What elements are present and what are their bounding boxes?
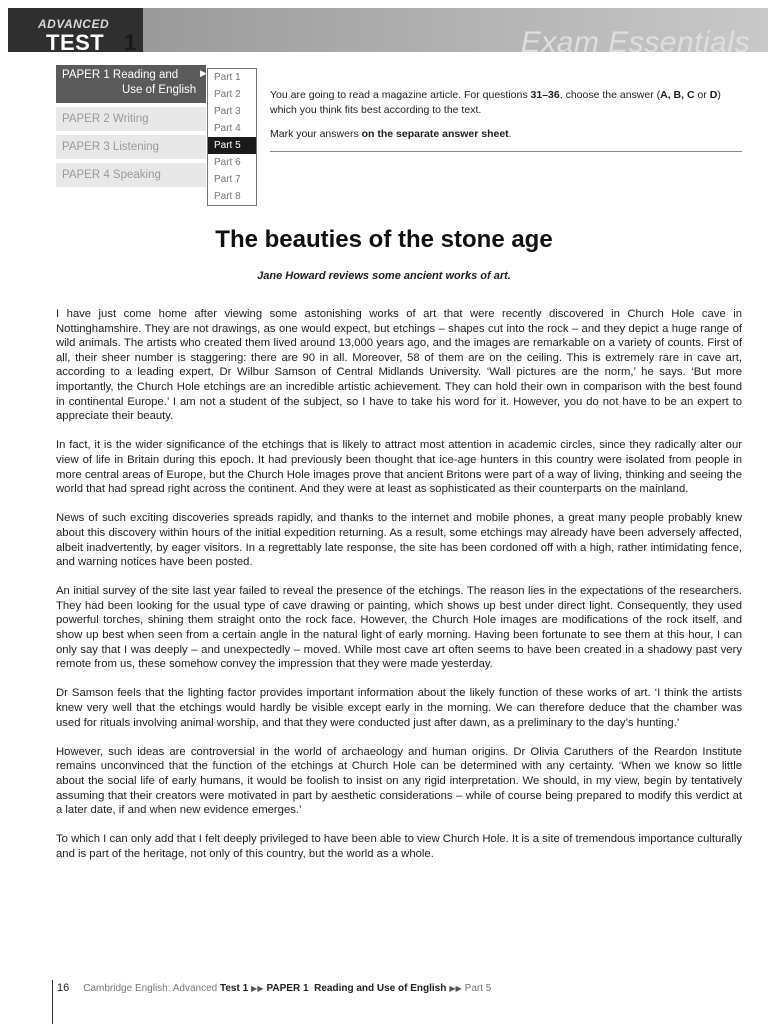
paper-item-writing[interactable] xyxy=(56,107,206,131)
instruction-text: or xyxy=(694,89,710,101)
task-instructions xyxy=(270,88,745,151)
instruction-line-2 xyxy=(270,127,745,142)
header-band xyxy=(8,8,768,59)
paper-item-label: PAPER 1 Reading and xyxy=(62,69,179,81)
triangle-right-icon: ▶ xyxy=(200,68,207,78)
test-label: TEST xyxy=(46,30,105,55)
double-triangle-right-icon: ▶▶ xyxy=(449,984,462,993)
paper-item-label: PAPER 3 Listening xyxy=(62,141,159,153)
double-triangle-right-icon: ▶▶ xyxy=(251,984,264,993)
footer-paper-name: Reading and Use of English xyxy=(314,983,447,994)
brand-watermark: Exam Essentials xyxy=(520,26,750,59)
instruction-text: Mark your answers xyxy=(270,128,362,140)
article-body xyxy=(56,307,742,876)
parts-list xyxy=(207,68,257,206)
instruction-line-1 xyxy=(270,88,745,118)
article-paragraph: I have just come home after viewing some astonishing works of art that were recently discovered in Church Hole cave in Nottinghamshire. They are not drawings, as one would expect, but etchings – shapes cut into the rock – and they depict a huge range of wild animals. The artists who created them lived around 13,000 years ago, and the images are remarkable on a variety of counts. First of all, their sheer number is staggering: there are 90 in all. Moreover, 58 of them are on the ceiling. This is extremely rare in cave art, according to a leading expert, Dr Wilbur Samson of Central Midlands University. ‘Wall pictures are the norm,’ he says. ‘But more importantly, the Church Hole etchings are an incredible artistic achievement. They can hold their own in comparison with the best found in continental Europe.’ I am not a student of the subject, so I have to take his word for it. However, you do not have to be an expert to appreciate their beauty. xyxy=(56,308,742,423)
question-range: 31–36 xyxy=(530,89,560,101)
page-number: 16 xyxy=(57,982,70,994)
article-paragraph: However, such ideas are controversial in the world of archaeology and human origins. Dr Olivia Caruthers of the Reardon Institute remains unconvinced that the function of the etchings at Church Hole can be determined with any certainty. ‘When we know so little about the social life of early humans, it would be foolish to insist on any rigid interpretation. We should, in my view, begin by tentatively assuming that their creators were motivated in part by aesthetic considerations – while of course being prepared to modify this verdict at a later date, if and when new evidence emerges.’ xyxy=(56,745,742,817)
paper-item-label: PAPER 4 Speaking xyxy=(62,169,161,181)
test-number: 1 xyxy=(124,30,137,55)
instruction-text: , choose the answer ( xyxy=(559,89,661,101)
part-item-2[interactable]: Part 2 xyxy=(214,89,241,100)
part-item-7[interactable]: Part 7 xyxy=(214,174,241,185)
article-title: The beauties of the stone age xyxy=(215,226,553,253)
footer-part: Part 5 xyxy=(464,983,492,994)
part-item-5[interactable]: Part 5 xyxy=(208,137,256,154)
advanced-label: ADVANCED xyxy=(38,17,110,31)
part-item-3[interactable]: Part 3 xyxy=(214,106,241,117)
part-item-1[interactable]: Part 1 xyxy=(214,72,241,83)
article-paragraph: To which I can only add that I felt deeply privileged to have been able to view Church Hole. It is a site of tremendous importance culturally and is part of the heritage, not only of this country, but the world as a whole. xyxy=(56,833,742,860)
part-item-8[interactable]: Part 8 xyxy=(214,191,241,202)
instruction-text: ) which you think fits best according to the text. xyxy=(270,89,721,116)
part-item-4[interactable]: Part 4 xyxy=(214,123,241,134)
article-paragraph: Dr Samson feels that the lighting factor provides important information about the likely function of these works of art. ‘I think the artists knew very well that the etchings would hardly be visible except early in the morning. We can therefore deduce that the chamber was used for rituals involving animal worship, and that they were conducted just after dawn, as a preliminary to the day’s hunting.’ xyxy=(56,687,742,729)
answer-sheet-note: on the separate answer sheet xyxy=(361,128,509,140)
footer-series: Cambridge English: Advanced xyxy=(83,983,220,994)
paper-item-reading[interactable] xyxy=(56,65,206,103)
article-paragraph: In fact, it is the wider significance of the etchings that is likely to attract most attention in academic circles, since they radically alter our view of life in Britain during this epoch. It had previously been thought that ice-age hunters in this country were isolated from people in more central areas of Europe, but the Church Hole images prove that ancient Britons were part of a way of living, thinking and seeing the world that had spread right across the continent. And they were at least as sophisticated as their counterparts on the mainland. xyxy=(56,439,742,496)
article-byline: Jane Howard reviews some ancient works of art. xyxy=(257,270,511,282)
footer-rule xyxy=(52,980,53,1024)
instruction-text: . xyxy=(508,128,512,140)
answer-option-d: D xyxy=(709,89,718,101)
instruction-text: You are going to read a magazine article. For questions xyxy=(270,89,531,101)
article-paragraph: An initial survey of the site last year failed to reveal the presence of the etchings. The reason lies in the expectations of the researchers. They had been looking for the usual type of cave drawing or painting, which shows up best under direct light. Consequently, they used powerful torches, shining them straight onto the rock face. However, the Church Hole images are modifications of the rock itself, and show up best when seen from a certain angle in the natural light of early morning. Having been fortunate to see them at this hour, I can only say that I was deeply – and unexpectedly – moved. While most cave art often seems to have been created in a shadowy past very remote from us, these somehow convey the impression that they were made yesterday. xyxy=(56,585,742,671)
divider xyxy=(270,151,742,152)
article-paragraph: News of such exciting discoveries spreads rapidly, and thanks to the internet and mobile phones, a great many people probably knew about this discovery within hours of the initial expedition returning. As a result, some etchings may already have been adversely affected, albeit inadvertently, by eager visitors. In a regrettably late response, the site has been cordoned off with a high, rather intimidating fence, and warning notices have been posted. xyxy=(56,512,742,569)
footer-test: Test 1 xyxy=(220,983,249,994)
paper-item-label-line2: Use of English xyxy=(122,84,197,96)
paper-item-speaking[interactable] xyxy=(56,163,206,187)
footer-paper: PAPER 1 xyxy=(266,983,309,994)
answer-options: A, B, C xyxy=(660,89,695,101)
paper-menu xyxy=(56,65,206,191)
paper-item-listening[interactable] xyxy=(56,135,206,159)
page-footer xyxy=(57,982,491,994)
paper-item-label: PAPER 2 Writing xyxy=(62,113,149,125)
part-item-6[interactable]: Part 6 xyxy=(214,157,241,168)
